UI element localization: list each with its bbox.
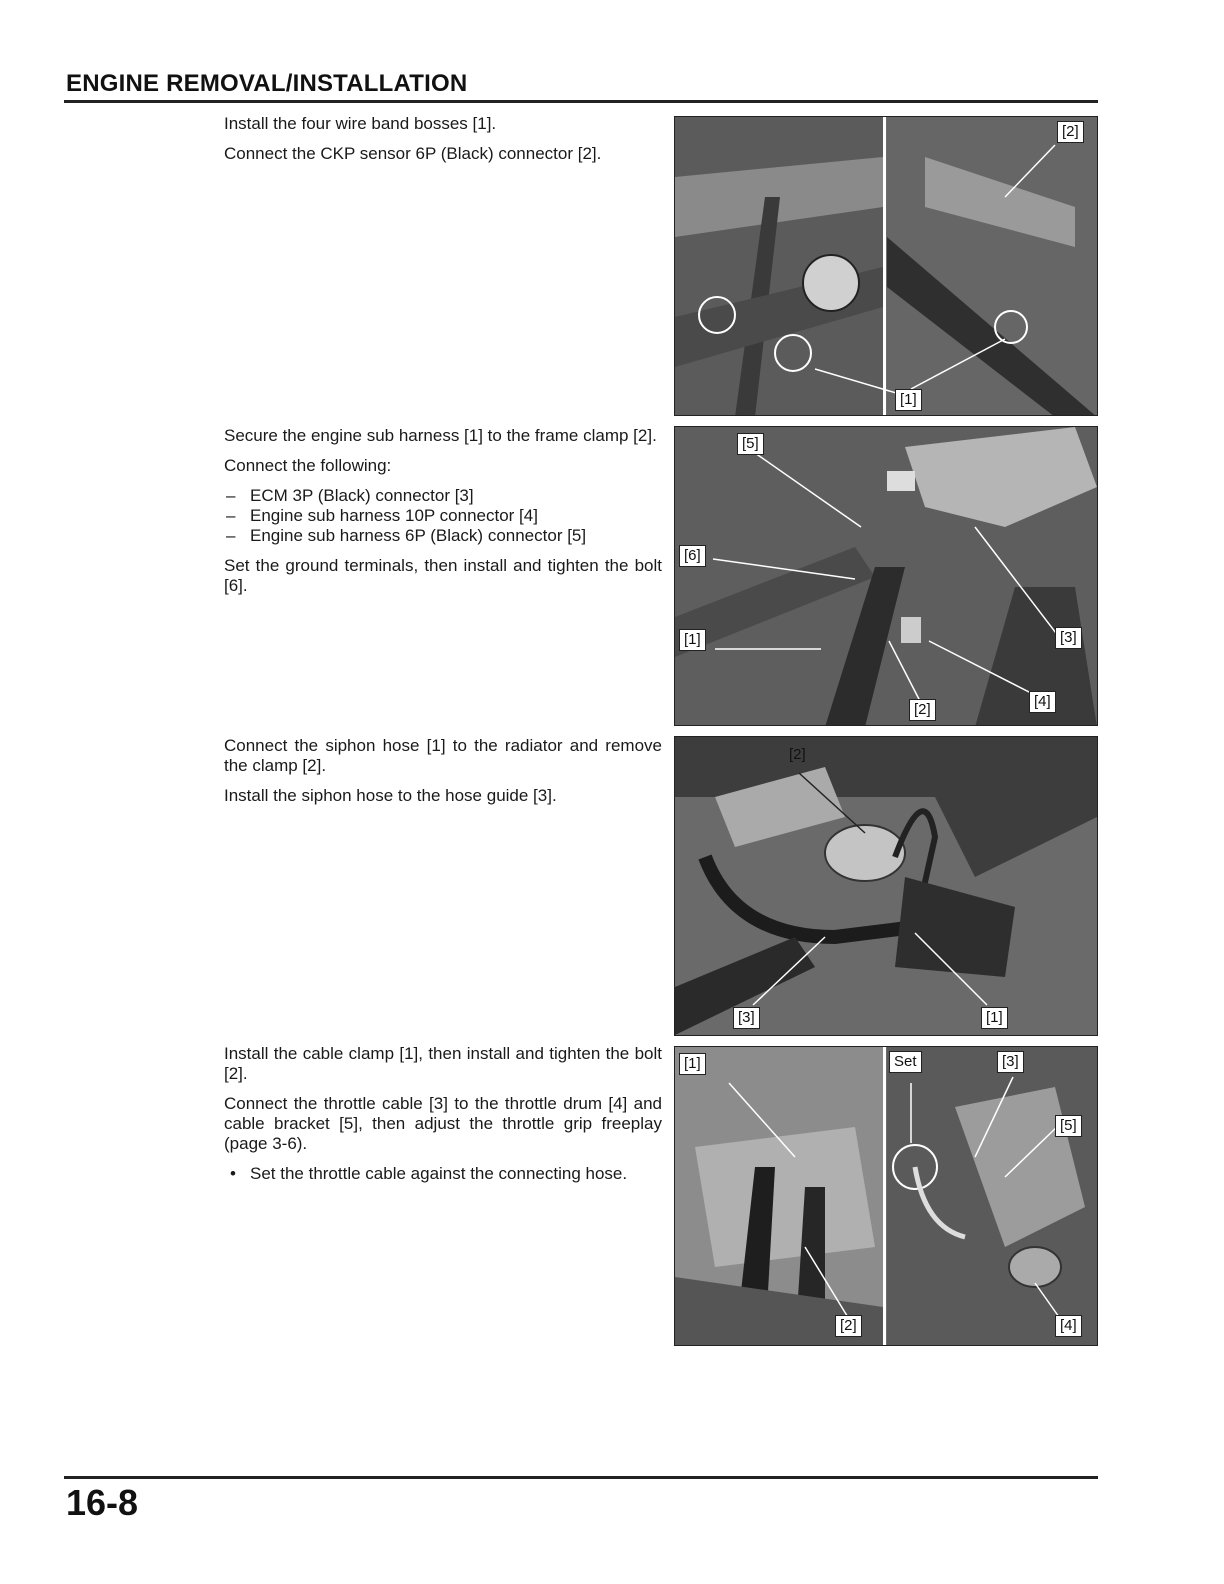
section-1-text xyxy=(224,114,662,174)
section-1-para-1: Install the four wire band bosses [1]. xyxy=(224,114,497,133)
figure-engine-sub-harness xyxy=(674,426,1098,726)
callout-1: [1] xyxy=(679,629,706,651)
section-3-para-1: Connect the siphon hose [1] to the radiator and remove the clamp [2]. xyxy=(224,736,662,775)
bullet-list xyxy=(224,1164,662,1184)
callout-3: [3] xyxy=(997,1051,1024,1073)
callout-set: Set xyxy=(889,1051,922,1073)
title-rule xyxy=(64,100,1098,103)
list-item: • Set the throttle cable against the connecting hose. xyxy=(224,1164,662,1184)
callout-2: [2] xyxy=(835,1315,862,1337)
figure-throttle-cable xyxy=(674,1046,1098,1346)
panel-divider xyxy=(883,117,886,415)
callout-5: [5] xyxy=(1055,1115,1082,1137)
photo-radiator-hose xyxy=(675,737,1097,1035)
panel-divider xyxy=(883,1047,886,1345)
list-item: – ECM 3P (Black) connector [3] xyxy=(224,486,662,506)
footer-rule xyxy=(64,1476,1098,1479)
callout-1: [1] xyxy=(895,389,922,411)
callout-1: [1] xyxy=(679,1053,706,1075)
section-3-para-2: Install the siphon hose to the hose guide [3]. xyxy=(224,786,557,805)
connector-list xyxy=(224,486,662,546)
page-number: 16-8 xyxy=(66,1482,139,1523)
section-2-closing: Set the ground terminals, then install and tighten the bolt [6]. xyxy=(224,556,662,595)
callout-4: [4] xyxy=(1029,691,1056,713)
section-1-para-2: Connect the CKP sensor 6P (Black) connector [2]. xyxy=(224,144,602,163)
section-3-text xyxy=(224,736,662,816)
callout-2: [2] xyxy=(789,746,806,763)
callout-1: [1] xyxy=(981,1007,1008,1029)
section-2-text xyxy=(224,426,662,606)
callout-4: [4] xyxy=(1055,1315,1082,1337)
section-4-para-1: Install the cable clamp [1], then install and tighten the bolt [2]. xyxy=(224,1044,662,1083)
section-4-text xyxy=(224,1044,662,1194)
list-item: – Engine sub harness 10P connector [4] xyxy=(224,506,662,526)
list-item: – Engine sub harness 6P (Black) connector [5] xyxy=(224,526,662,546)
callout-2: [2] xyxy=(1057,121,1084,143)
photo-throttle-body xyxy=(675,1047,1097,1345)
section-2-para-1: Secure the engine sub harness [1] to the frame clamp [2]. xyxy=(224,426,657,445)
callout-6: [6] xyxy=(679,545,706,567)
figure-siphon-hose xyxy=(674,736,1098,1036)
section-4-para-2: Connect the throttle cable [3] to the throttle drum [4] and cable bracket [5], then adjust the throttle grip freeplay (page 3-6). xyxy=(224,1094,662,1153)
callout-5: [5] xyxy=(737,433,764,455)
callout-3: [3] xyxy=(733,1007,760,1029)
photo-harness-connectors xyxy=(675,427,1097,725)
figure-wire-band-bosses xyxy=(674,116,1098,416)
callout-2: [2] xyxy=(909,699,936,721)
photo-engine-wiring xyxy=(675,117,1097,415)
callout-3: [3] xyxy=(1055,627,1082,649)
page-title: ENGINE REMOVAL/INSTALLATION xyxy=(66,70,468,97)
section-2-para-2: Connect the following: xyxy=(224,456,392,475)
